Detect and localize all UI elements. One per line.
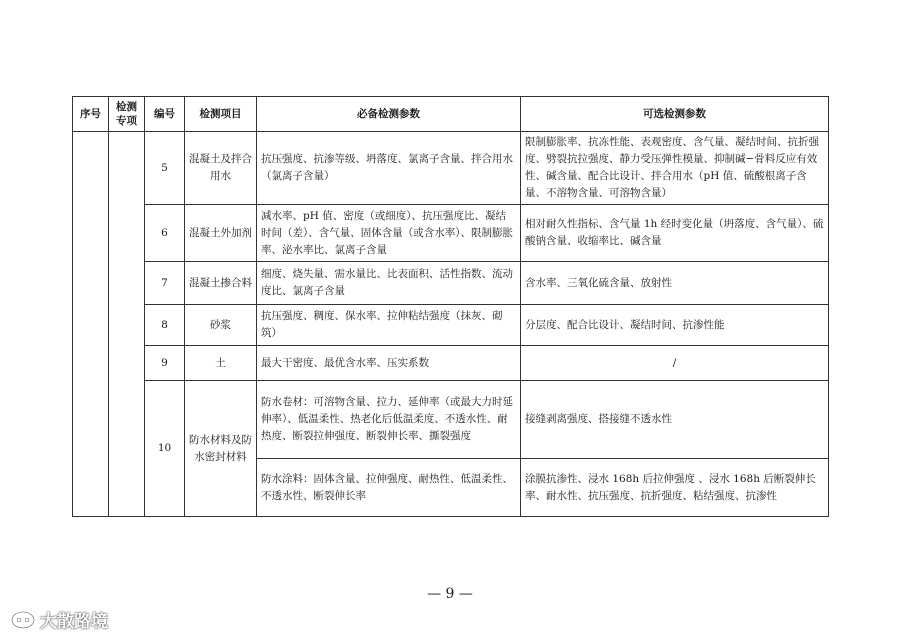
row-number: 6: [145, 205, 185, 262]
row-item: 砂浆: [185, 305, 257, 346]
logo-icon: [10, 609, 36, 631]
watermark-text: 大散路境: [40, 612, 108, 632]
header-category: 检测专项: [109, 97, 145, 132]
row-optional-params: 限制膨胀率、抗冻性能、表观密度、含气量、凝结时间、抗折强度、劈裂抗拉强度、静力受压弹性模量、抑制碱−骨料反应有效性、碱含量、配合比设计、拌合用水（pH 值、硫酸根离子含量、不溶物含量、可溶物含量）: [521, 132, 829, 205]
table-row: [73, 305, 829, 346]
seq-cell-merged: [73, 132, 109, 517]
row-required-params: 防水涂料：固体含量、拉伸强度、耐热性、低温柔性、不透水性、断裂伸长率: [257, 459, 521, 517]
row-required-params: 细度、烧失量、需水量比、比表面积、活性指数、流动度比、氯离子含量: [257, 262, 521, 305]
table-row: [73, 262, 829, 305]
row-item: 混凝土外加剂: [185, 205, 257, 262]
table-row: [73, 132, 829, 205]
row-number: 9: [145, 346, 185, 381]
header-item: 检测项目: [185, 97, 257, 132]
row-optional-params: /: [521, 346, 829, 381]
row-item: 混凝土掺合料: [185, 262, 257, 305]
row-number: 5: [145, 132, 185, 205]
row-optional-params: 分层度、配合比设计、凝结时间、抗渗性能: [521, 305, 829, 346]
table-row: [73, 346, 829, 381]
row-required-params: 减水率、pH 值、密度（或细度）、抗压强度比、凝结时间（差）、含气量、固体含量（或含水率）、限制膨胀率、泌水率比、氯离子含量: [257, 205, 521, 262]
row-optional-params: 接缝剥离强度、搭接缝不透水性: [521, 381, 829, 459]
header-no: 编号: [145, 97, 185, 132]
row-item: 混凝土及拌合用水: [185, 132, 257, 205]
header-optional: 可选检测参数: [521, 97, 829, 132]
page-number: — 9 —: [427, 586, 473, 602]
row-item: 土: [185, 346, 257, 381]
table-row: [73, 205, 829, 262]
table-header-row: [73, 97, 829, 132]
row-required-params: 防水卷材：可溶物含量、拉力、延伸率（或最大力时延伸率）、低温柔性、热老化后低温柔度、不透水性、耐热度、断裂拉伸强度、断裂伸长率、撕裂强度: [257, 381, 521, 459]
row-number: 7: [145, 262, 185, 305]
detection-parameters-table: [72, 96, 829, 517]
header-seq: 序号: [73, 97, 109, 132]
watermark: [10, 607, 108, 632]
row-required-params: 抗压强度、稠度、保水率、拉伸粘结强度（抹灰、砌筑）: [257, 305, 521, 346]
row-optional-params: 涂膜抗渗性、浸水 168h 后拉伸强度 、浸水 168h 后断裂伸长率、耐水性、抗压强度、抗折强度、粘结强度、抗渗性: [521, 459, 829, 517]
row-item: 防水材料及防水密封材料: [185, 381, 257, 517]
category-cell-merged: [109, 132, 145, 517]
table-row: [73, 381, 829, 459]
row-number: 8: [145, 305, 185, 346]
row-required-params: 抗压强度、抗渗等级、坍落度、氯离子含量、拌合用水（氯离子含量）: [257, 132, 521, 205]
header-required: 必备检测参数: [257, 97, 521, 132]
row-optional-params: 相对耐久性指标、含气量 1h 经时变化量（坍落度、含气量）、硫酸钠含量、收缩率比、碱含量: [521, 205, 829, 262]
row-number: 10: [145, 381, 185, 517]
row-required-params: 最大干密度、最优含水率、压实系数: [257, 346, 521, 381]
row-optional-params: 含水率、三氧化硫含量、放射性: [521, 262, 829, 305]
